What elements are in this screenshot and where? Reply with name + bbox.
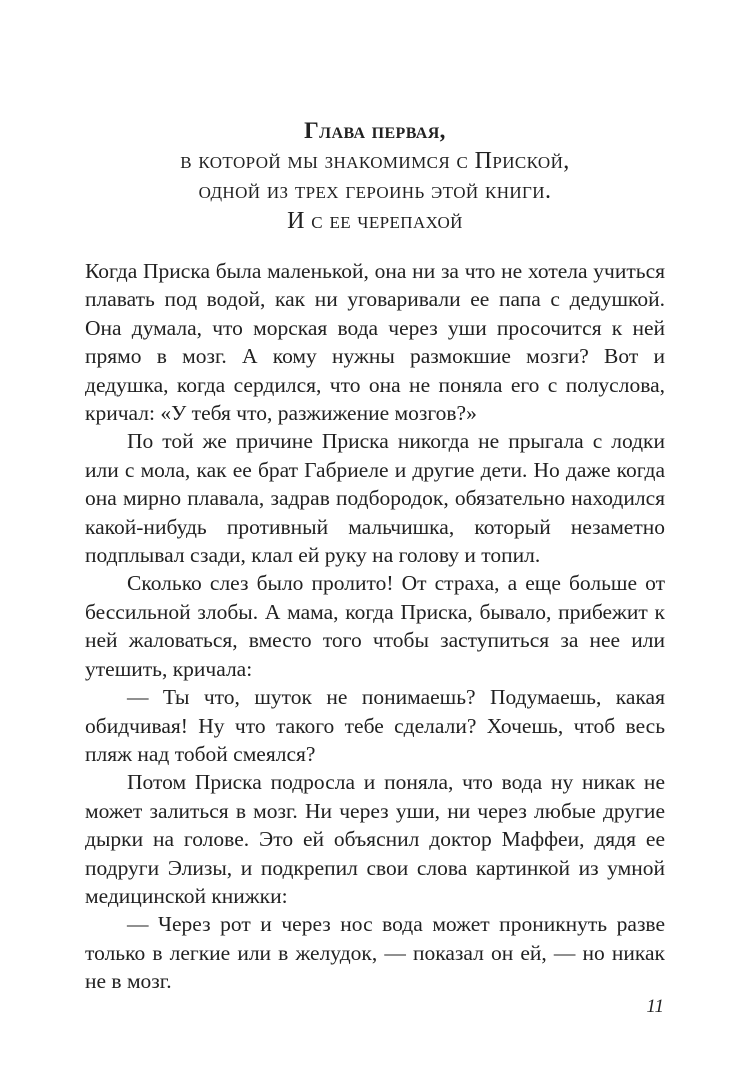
chapter-subtitle-line-2: одной из трех героинь этой книги. xyxy=(198,178,552,204)
page-content xyxy=(85,0,665,996)
paragraph: По той же причине Приска никогда не прыгала с лодки или с мола, как ее брат Габриеле и другие дети. Но даже когда она мирно плавала, задрав подбородок, обязательно находился какой-нибудь противный мальчишка, который незаметно подплывал сзади, клал ей руку на голову и топил. xyxy=(85,429,665,568)
chapter-heading xyxy=(85,0,665,236)
paragraph: — Через рот и через нос вода может проникнуть разве только в легкие или в желудок, — показал он ей, — но никак не в мозг. xyxy=(85,912,665,994)
paragraph: Потом Приска подросла и поняла, что вода ну никак не может залиться в мозг. Ни через уши, ни через любые другие дырки на голове. Это ей объяснил доктор Маффеи, дядя ее подруги Элизы, и подкрепил свои слова картинкой из умной медицинской книжки: xyxy=(85,770,665,908)
paragraph: Сколько слез было пролито! От страха, а еще больше от бессильной злобы. А мама, когда Приска, бывало, прибежит к ней жаловаться, вместо того чтобы заступиться за нее или утешить, кричала: xyxy=(85,571,665,681)
chapter-subtitle-line-1: в которой мы знакомимся с Приской, xyxy=(180,148,570,174)
chapter-title: Глава первая, xyxy=(304,118,446,143)
page-number: 11 xyxy=(646,996,664,1017)
chapter-subtitle-line-3: И с ее черепахой xyxy=(287,208,463,234)
chapter-body xyxy=(85,257,665,996)
paragraph: — Ты что, шуток не понимаешь? Подумаешь, какая обидчивая! Ну что такого тебе сделали? Хочешь, чтоб весь пляж над тобой смеялся? xyxy=(85,685,665,766)
paragraph: Когда Приска была маленькой, она ни за что не хотела учиться плавать под водой, как ни уговаривали ее папа с дедушкой. Она думала, что морская вода через уши просочится к ней прямо в мозг. А кому нужны размокшие мозги? Вот и дедушка, когда сердился, что она не поняла его с полуслова, кричал: «У тебя что, разжижение мозгов?» xyxy=(85,259,665,426)
